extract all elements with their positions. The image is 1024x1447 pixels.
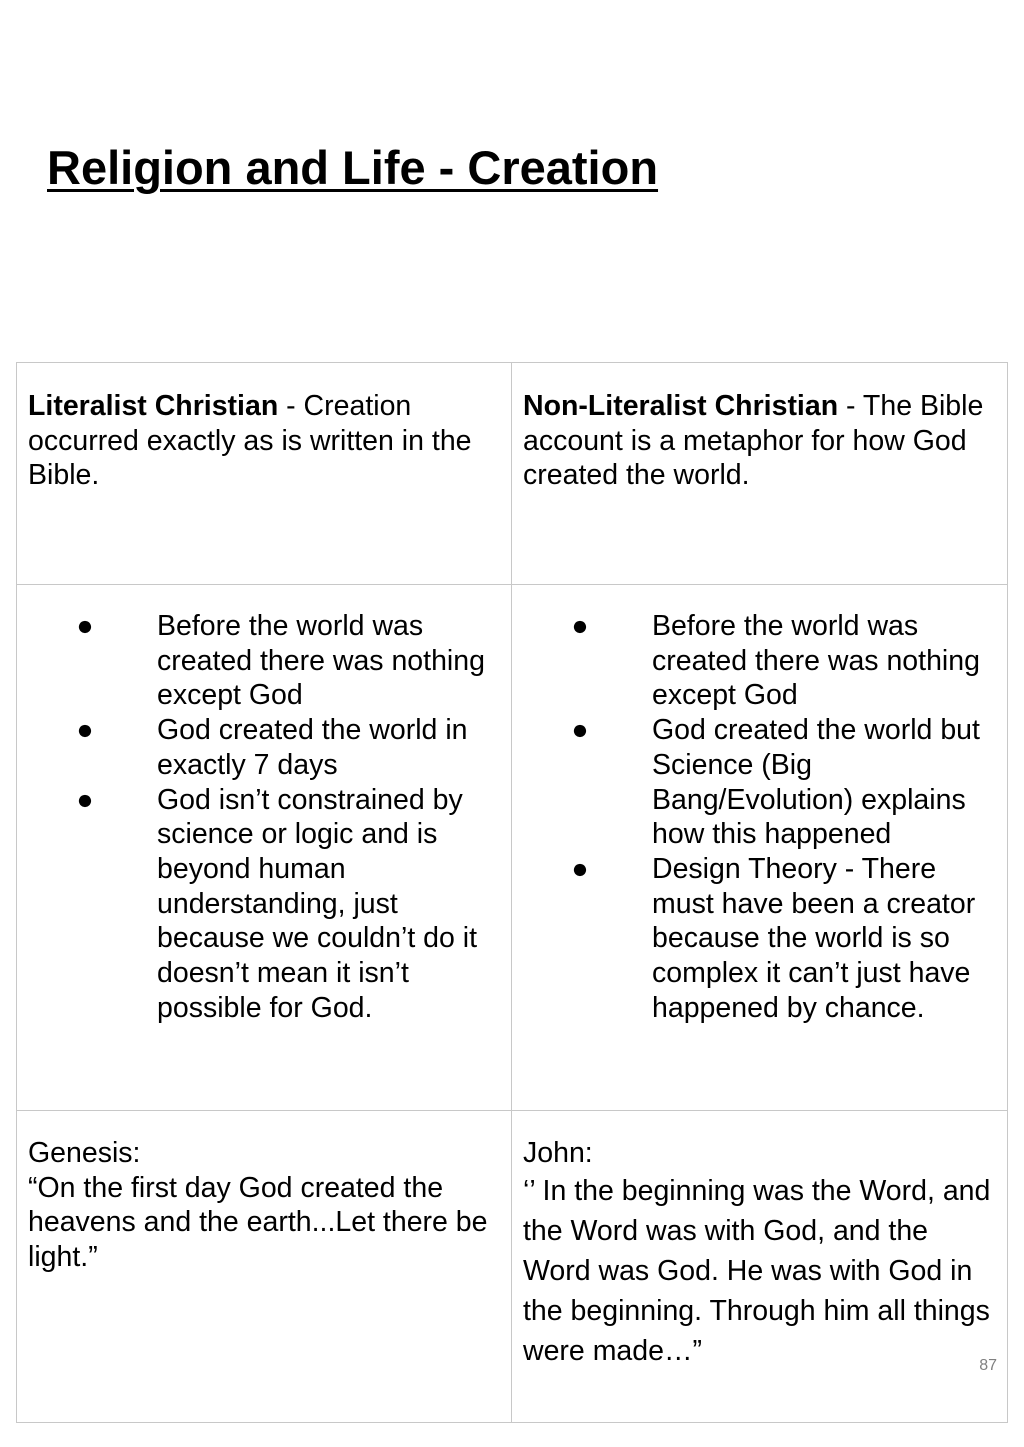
literalist-heading-cell: [17, 363, 512, 585]
list-item: [28, 783, 501, 1026]
non-literalist-heading-bold: Non-Literalist Christian: [523, 390, 839, 422]
bullet-icon: ●: [571, 610, 589, 642]
bullet-text: Design Theory - There must have been a creator because the world is so complex it can’t just have happened by chance.: [652, 852, 976, 1024]
bullet-text: God created the world in exactly 7 days: [157, 714, 468, 781]
list-item: [28, 713, 501, 782]
genesis-source: Genesis:: [28, 1137, 141, 1169]
non-literalist-heading-cell: [512, 363, 1008, 585]
table-row: [17, 1111, 1008, 1423]
list-item: [28, 609, 501, 713]
comparison-table: [16, 362, 1008, 1423]
bullet-icon: ●: [571, 852, 589, 885]
bullet-text: God created the world but Science (Big Bang/Evolution) explains how this happened: [652, 714, 980, 851]
non-literalist-bullet-list: [523, 609, 997, 1025]
table-row: [17, 363, 1008, 585]
john-quote-cell: [512, 1111, 1008, 1423]
list-item: [523, 852, 997, 1026]
genesis-quote: “On the first day God created the heavens and the earth...Let there be light.”: [28, 1171, 488, 1274]
bullet-icon: ●: [571, 714, 589, 747]
john-quote: ‘’ In the beginning was the Word, and the Word was with God, and the Word was God. He was with God in the beginning. Through him all things were made…”: [523, 1174, 991, 1367]
literalist-heading-text: - Creation occurred exactly as is written in the Bible.: [28, 390, 472, 492]
literalist-heading-bold: Literalist Christian: [28, 390, 279, 422]
bullet-text: Before the world was created there was nothing except God: [157, 610, 485, 712]
page-title: Religion and Life - Creation: [47, 141, 659, 194]
genesis-quote-cell: [17, 1111, 512, 1423]
table-row: [17, 585, 1008, 1111]
list-item: [523, 609, 997, 713]
page-number: 87: [979, 1357, 997, 1374]
bullet-icon: ●: [76, 783, 94, 816]
bullet-text: Before the world was created there was nothing except God: [652, 610, 980, 712]
bullet-text: God isn’t constrained by science or logic and is beyond human understanding, just because we couldn’t do it doesn’t mean it isn’t possible for God.: [157, 783, 478, 1024]
bullet-icon: ●: [76, 714, 94, 747]
literalist-beliefs-cell: [17, 585, 512, 1111]
bullet-icon: ●: [76, 610, 94, 642]
non-literalist-beliefs-cell: [512, 585, 1008, 1111]
non-literalist-heading-text: - The Bible account is a metaphor for how God created the world.: [523, 390, 984, 492]
literalist-bullet-list: [28, 609, 501, 1025]
list-item: [523, 713, 997, 852]
john-source: John:: [523, 1137, 593, 1169]
